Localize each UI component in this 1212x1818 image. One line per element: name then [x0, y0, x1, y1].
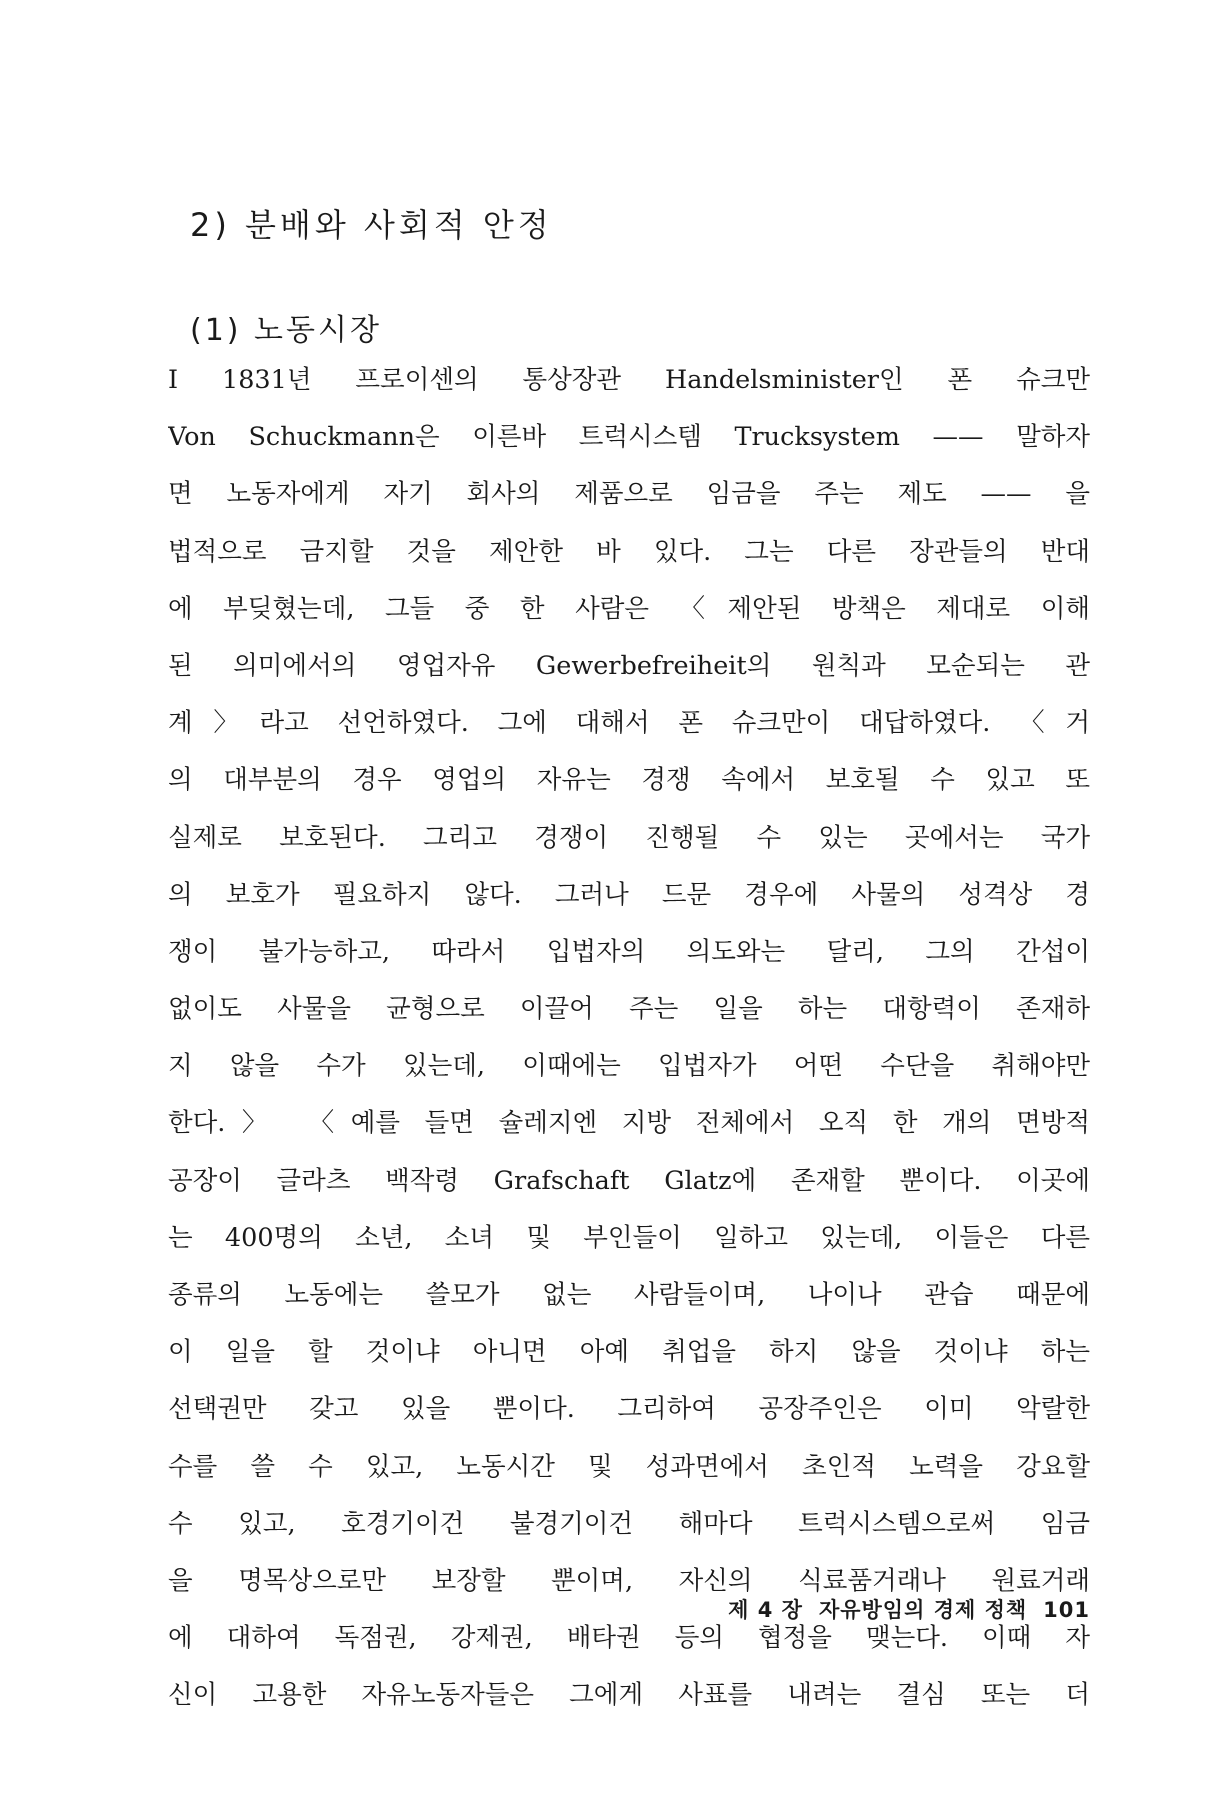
text-line: 없이도 사물을 균형으로 이끌어 주는 일을 하는 대항력이 존재하: [168, 994, 1090, 1025]
body-paragraph: [168, 352, 1090, 1725]
text-line: 실제로 보호된다. 그리고 경쟁이 진행될 수 있는 곳에서는 국가: [168, 822, 1090, 853]
text-line: 에 부딪혔는데, 그들 중 한 사람은 〈제안된 방책은 제대로 이해: [168, 593, 1090, 624]
text-line: 종류의 노동에는 쓸모가 없는 사람들이며, 나이나 관습 때문에: [168, 1280, 1090, 1310]
subsection-heading: (1) 노동시장: [190, 313, 382, 348]
chapter-label: 제 4 장: [728, 1598, 803, 1622]
text-line: 공장이 글라츠 백작령 Grafschaft Glatz에 존재할 뿐이다. 이곳에: [168, 1165, 1090, 1196]
text-line: 수를 쓸 수 있고, 노동시간 및 성과면에서 초인적 노력을 강요할: [168, 1451, 1090, 1482]
text-line: I 1831년 프로이센의 통상장관 Handelsminister인 폰 슈크만: [168, 365, 1090, 395]
text-line: 의 보호가 필요하지 않다. 그러나 드문 경우에 사물의 성격상 경: [168, 879, 1090, 910]
page-number: 101: [1043, 1598, 1090, 1622]
text-line: 신이 고용한 자유노동자들은 그에게 사표를 내려는 결심 또는 더: [168, 1680, 1090, 1711]
text-line: 을 명목상으로만 보장할 뿐이며, 자신의 식료품거래나 원료거래: [168, 1565, 1090, 1596]
text-line: 면 노동자에게 자기 회사의 제품으로 임금을 주는 제도 —— 을: [168, 479, 1090, 510]
text-line: 에 대하여 독점권, 강제권, 배타권 등의 협정을 맺는다. 이때 자: [168, 1623, 1090, 1654]
section-heading: 2) 분배와 사회적 안정: [190, 206, 553, 244]
chapter-title: 자유방임의 경제 정책: [818, 1598, 1028, 1622]
text-line: Von Schuckmann은 이른바 트럭시스템 Trucksystem —— 말하자: [168, 422, 1090, 453]
text-line: 는 400명의 소년, 소녀 및 부인들이 일하고 있는데, 이들은 다른: [168, 1222, 1090, 1253]
text-line: 쟁이 불가능하고, 따라서 입법자의 의도와는 달리, 그의 간섭이: [168, 936, 1090, 967]
running-footer: [670, 1594, 1090, 1624]
text-line: 수 있고, 호경기이건 불경기이건 해마다 트럭시스템으로써 임금: [168, 1508, 1090, 1539]
text-line: 계〉라고 선언하였다. 그에 대해서 폰 슈크만이 대답하였다. 〈거: [168, 708, 1090, 739]
text-line: 된 의미에서의 영업자유 Gewerbefreiheit의 원칙과 모순되는 관: [168, 650, 1090, 681]
text-line: 지 않을 수가 있는데, 이때에는 입법자가 어떤 수단을 취해야만: [168, 1051, 1090, 1082]
text-line: 선택권만 갖고 있을 뿐이다. 그리하여 공장주인은 이미 악랄한: [168, 1394, 1090, 1425]
text-line: 한다.〉 〈예를 들면 슐레지엔 지방 전체에서 오직 한 개의 면방적: [168, 1108, 1090, 1139]
text-line: 의 대부분의 경우 영업의 자유는 경쟁 속에서 보호될 수 있고 또: [168, 765, 1090, 796]
text-line: 법적으로 금지할 것을 제안한 바 있다. 그는 다른 장관들의 반대: [168, 536, 1090, 567]
text-line: 이 일을 할 것이냐 아니면 아예 취업을 하지 않을 것이냐 하는: [168, 1337, 1090, 1368]
